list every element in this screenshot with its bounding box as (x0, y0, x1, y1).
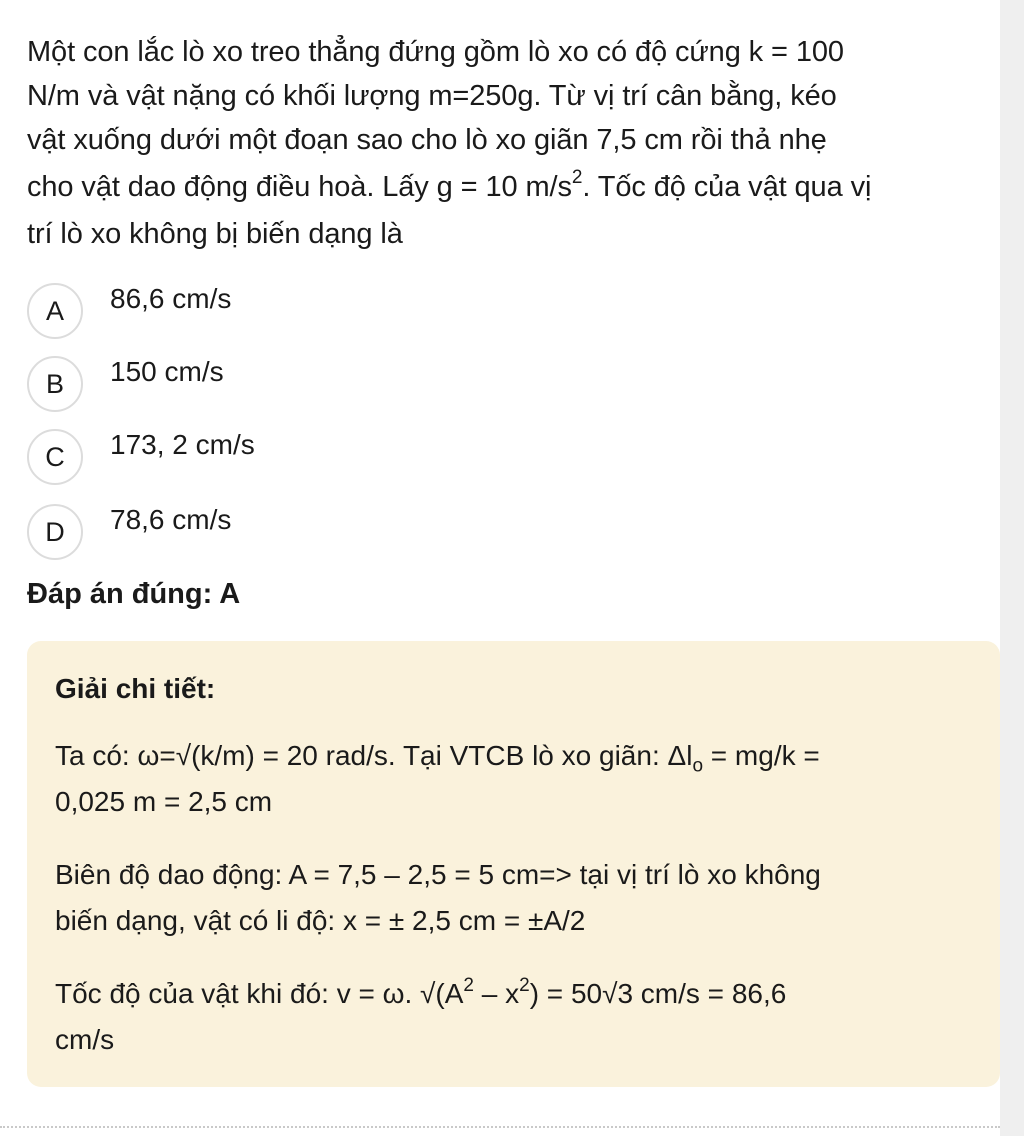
question-line: Một con lắc lò xo treo thẳng đứng gồm lò xo có độ cứng k = 100 (27, 36, 844, 68)
superscript: 2 (519, 974, 530, 996)
option-letter-circle[interactable]: C (27, 429, 83, 485)
explanation-text: = mg/k = (703, 740, 820, 771)
explanation-text: ) = 50√3 cm/s = 86,6 (529, 978, 787, 1009)
option-letter-circle[interactable]: D (27, 504, 83, 560)
superscript: 2 (571, 167, 583, 189)
question-line: vật xuống dưới một đoạn sao cho lò xo giãn 7,5 cm rồi thả nhẹ (27, 124, 827, 156)
option-b[interactable] (27, 356, 727, 410)
explanation-title: Giải chi tiết: (55, 673, 216, 704)
option-d[interactable] (27, 504, 727, 558)
option-letter-circle[interactable]: A (27, 283, 83, 339)
option-a[interactable] (27, 283, 727, 337)
question-line (27, 162, 987, 212)
explanation-text: 0,025 m = 2,5 cm (55, 786, 273, 817)
option-text[interactable]: 150 cm/s (110, 356, 224, 387)
explanation-box (27, 641, 1000, 1087)
superscript: 2 (463, 974, 474, 996)
option-letter-circle[interactable]: B (27, 356, 83, 412)
question-line-part: . Tốc độ của vật qua vị (582, 171, 872, 203)
explanation-paragraph (55, 852, 965, 944)
option-text[interactable]: 86,6 cm/s (110, 283, 232, 314)
explanation-text: cm/s (55, 1024, 115, 1055)
question-line-part: cho vật dao động điều hoà. Lấy g = 10 m/s (27, 171, 572, 203)
divider (0, 1126, 1000, 1128)
option-c[interactable] (27, 429, 727, 483)
question-text (27, 30, 987, 256)
subscript: o (692, 755, 704, 777)
question-line: N/m và vật nặng có khối lượng m=250g. Từ vị trí cân bằng, kéo (27, 80, 837, 112)
explanation-paragraph (55, 971, 965, 1063)
explanation-text: biến dạng, vật có li độ: x = ± 2,5 cm = ±A/2 (55, 905, 586, 936)
explanation-paragraph (55, 733, 965, 825)
option-text[interactable]: 78,6 cm/s (110, 504, 232, 535)
explanation-text: Ta có: ω=√(k/m) = 20 rad/s. Tại VTCB lò xo giãn: Δl (55, 740, 693, 771)
explanation-text: Tốc độ của vật khi đó: v = ω. √(A (55, 978, 464, 1009)
explanation-text: – x (473, 978, 520, 1009)
correct-answer: Đáp án đúng: A (27, 578, 241, 610)
option-text[interactable]: 173, 2 cm/s (110, 429, 255, 460)
explanation-text: Biên độ dao động: A = 7,5 – 2,5 = 5 cm=> tại vị trí lò xo không (55, 859, 821, 890)
question-line: trí lò xo không bị biến dạng là (27, 218, 403, 250)
